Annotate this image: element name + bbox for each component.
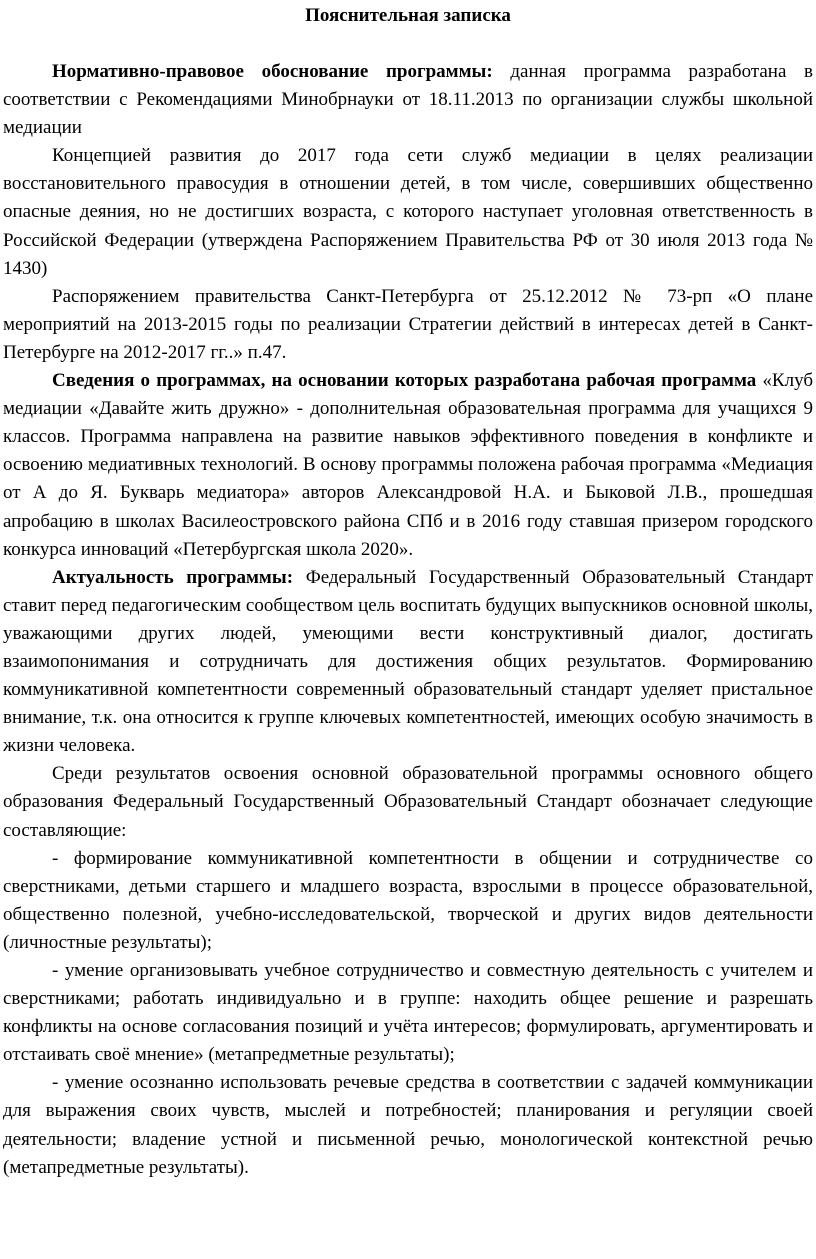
paragraph-text: - умение осознанно использовать речевые средства в соответствии с задачей коммуникации для выражения своих чувств, мыслей и потребностей; планирования и регуляции своей деятельности; владение устной и письменной речью, монологической контекстной речью (метапредметные результаты).	[3, 1072, 813, 1178]
paragraph-text: «Клуб медиации «Давайте жить дружно» - дополнительная образовательная программа для учащихся 9 классов. Программа направлена на развитие навыков эффективного поведения в конфликте и освоению медиативных технологий. В основу программы положена рабочая программа «Медиация от А до Я. Букварь медиатора» авторов Александровой Н.А. и Быковой Л.В., прошедшая апробацию в школах Василеостровского района СПб и в 2016 году ставшая призером городского конкурса инноваций «Петербургская школа 2020».	[3, 370, 814, 560]
document-title: Пояснительная записка	[305, 5, 511, 26]
paragraph-legal-basis	[3, 58, 813, 142]
paragraph-text: Федеральный Государственный Образовательный Стандарт ставит перед педагогическим сообществом цель воспитать будущих выпускников основной школы, уважающими других людей, умеющими вести конструктивный диалог, достигать взаимопонимания и сотрудничать для достижения общих результатов. Формированию коммуникативной компетентности современный образовательный стандарт уделяет пристальное внимание, т.к. она относится к группе ключевых компетентностей, имеющих особую значимость в жизни человека.	[3, 566, 814, 757]
paragraph-results-intro	[3, 760, 813, 844]
paragraph-text: - умение организовывать учебное сотрудничество и совместную деятельность с учителем и сверстниками; работать индивидуально и в группе: находить общее решение и разрешать конфликты на основе согласования позиций и учёта интересов; формулировать, аргументировать и отстаивать своё мнение» (метапредметные результаты);	[3, 960, 813, 1066]
paragraph-text: Распоряжением правительства Санкт-Петербурга от 25.12.2012 № 73-рп «О плане мероприятий на 2013-2015 годы по реализации Стратегии действий в интересах детей в Санкт-Петербурге на 2012-2017 гг..» п.47.	[3, 285, 813, 363]
list-item-cooperation	[3, 957, 813, 1069]
paragraph-decree	[3, 283, 813, 367]
paragraph-heading: Сведения о программах, на основании которых разработана рабочая программа	[52, 370, 757, 392]
paragraph-program-info	[3, 367, 813, 564]
paragraph-text: - формирование коммуникативной компетентности в общении и сотрудничестве со сверстниками, детьми старшего и младшего возраста, взрослыми в процессе образовательной, общественно полезной, учебно-исследовательской, творческой и других видов деятельности (личностные результаты);	[3, 847, 813, 953]
paragraph-text: Среди результатов освоения основной образовательной программы основного общего образования Федеральный Государственный Образовательный Стандарт обозначает следующие составляющие:	[3, 763, 813, 841]
paragraph-heading: Актуальность программы:	[52, 566, 294, 588]
paragraph-relevance	[3, 564, 813, 761]
paragraph-heading: Нормативно-правовое обоснование программы:	[52, 61, 493, 82]
paragraph-text: данная программа разработана в соответствии с Рекомендациями Минобрнауки от 18.11.2013 по организации службы школьной медиации	[3, 61, 813, 139]
paragraph-concept	[3, 142, 813, 282]
list-item-communicative	[3, 845, 813, 957]
list-item-speech	[3, 1069, 813, 1181]
paragraph-text: Концепцией развития до 2017 года сети служб медиации в целях реализации восстановительного правосудия в отношении детей, в том числе, совершивших общественно опасные деяния, но не достигших возраста, с которого наступает уголовная ответственность в Российской Федерации (утверждена Распоряжением Правительства РФ от 30 июля 2013 года № 1430)	[3, 145, 813, 279]
